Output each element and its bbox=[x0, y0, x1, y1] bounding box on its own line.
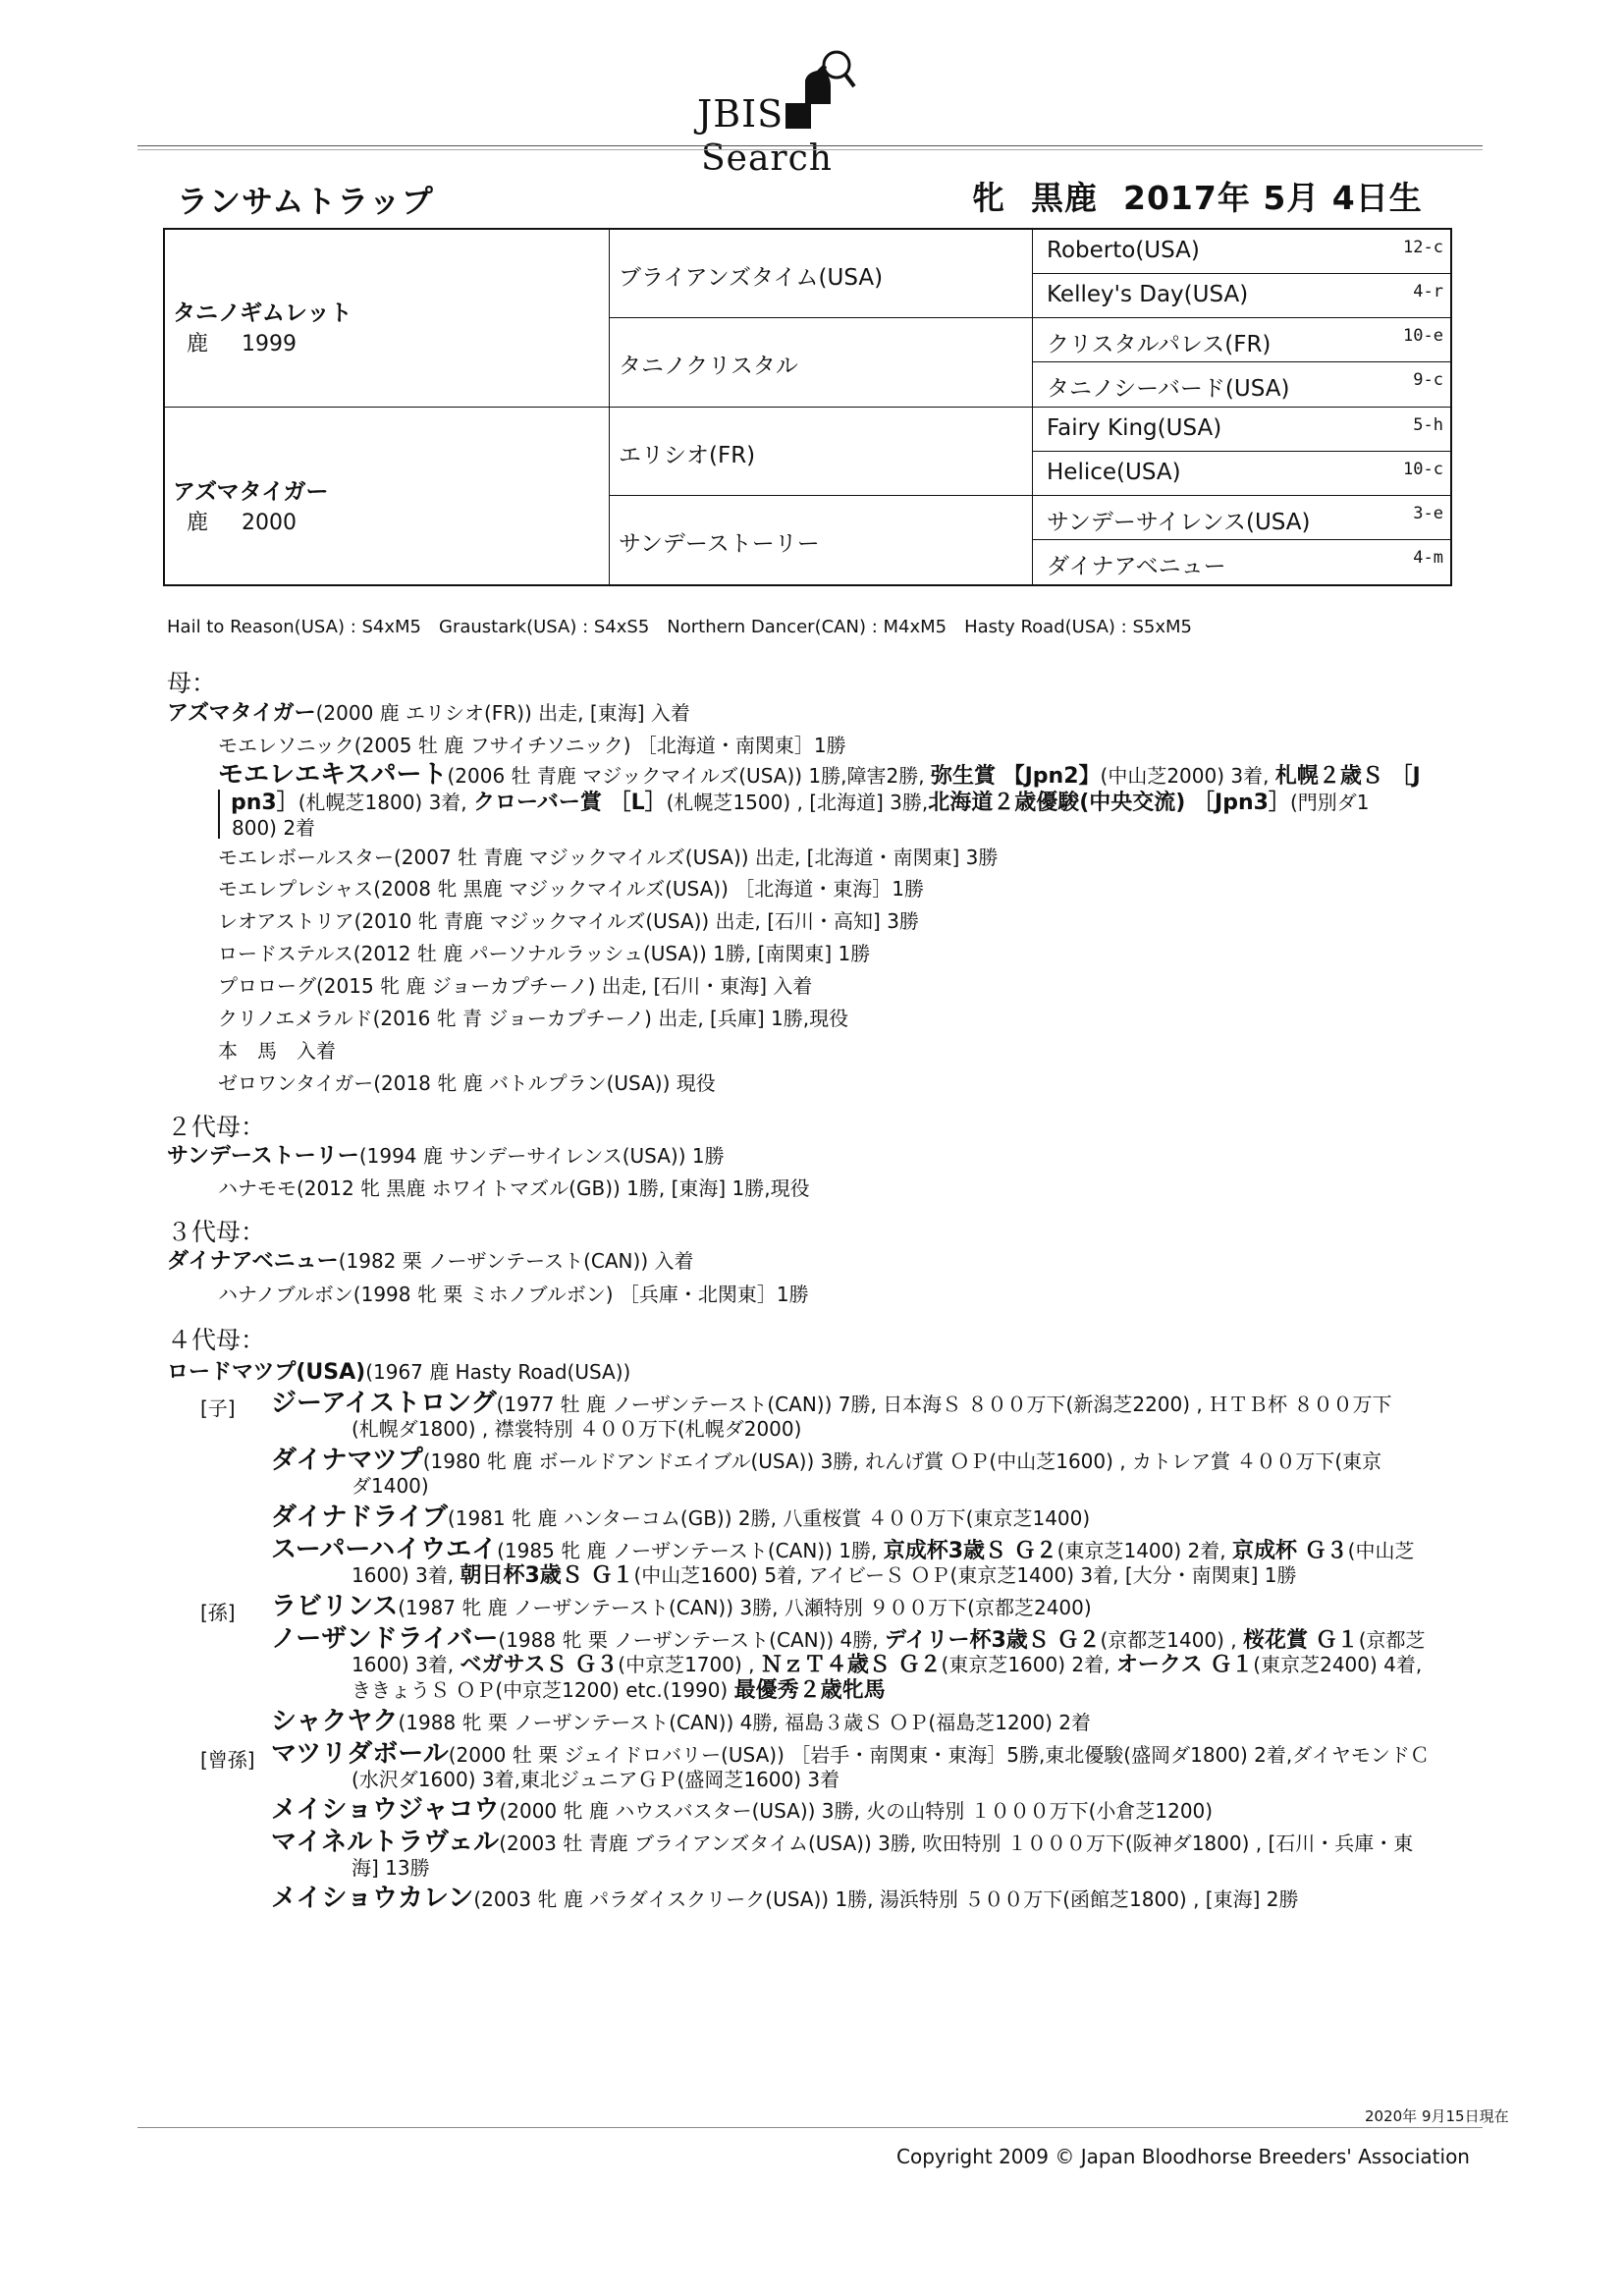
list-item-continued: ダ1400) bbox=[352, 1474, 429, 1498]
list-item: モエレエキスパート(2006 牡 青鹿 マジックマイルズ(USA)) 1勝,障害2勝, 弥生賞 【Jpn2】(中山芝2000) 3着, 札幌２歳Ｓ ［J bbox=[218, 760, 1421, 790]
sire-year: 1999 bbox=[242, 332, 298, 356]
label-great-grandchild: [曾孫] bbox=[200, 1748, 255, 1772]
horse-name: ランサムトラップ bbox=[177, 183, 434, 220]
logo-black-square bbox=[785, 103, 811, 129]
list-item: ノーザンドライバー(1988 牝 栗 ノーザンテースト(CAN)) 4勝, デイリー杯3歳Ｓ Ｇ２(京都芝1400) , 桜花賞 Ｇ１(京都芝 bbox=[271, 1624, 1426, 1654]
great-grandparent: ダイナアベニュー 4-m bbox=[1047, 548, 1443, 579]
list-item: ラビリンス(1987 牝 鹿 ノーザンテースト(CAN)) 3勝, 八瀬特別 ９００万下(京都芝2400) bbox=[271, 1592, 1092, 1621]
list-item: モエレプレシャス(2008 牝 黒鹿 マジックマイルズ(USA)) ［北海道・東海］1勝 bbox=[218, 877, 924, 901]
connector-bar bbox=[218, 790, 223, 839]
dam-cell bbox=[173, 473, 328, 536]
dam-name: アズマタイガー bbox=[173, 479, 329, 505]
dam-section-title: 母： bbox=[167, 669, 217, 697]
list-item: プロローグ(2015 牝 鹿 ジョーカプチーノ) 出走, [石川・東海] 入着 bbox=[218, 974, 813, 998]
list-item: ハナモモ(2012 牝 黒鹿 ホワイトマズル(GB)) 1勝, [東海] 1勝,現役 bbox=[218, 1176, 810, 1200]
g3-head-line: ダイナアベニュー(1982 栗 ノーザンテースト(CAN)) 入着 bbox=[167, 1249, 694, 1274]
copyright: Copyright 2009 © Japan Bloodhorse Breeders' Association bbox=[896, 2145, 1470, 2168]
list-item-continued: 800) 2着 bbox=[232, 816, 316, 840]
header-rule bbox=[137, 145, 1483, 146]
list-item: メイショウジャコウ(2000 牝 鹿 ハウスバスター(USA)) 3勝, 火の山特別 １０００万下(小倉芝1200) bbox=[271, 1795, 1214, 1825]
logo-search: Search bbox=[701, 138, 833, 179]
list-item: ジーアイストロング(1977 牡 鹿 ノーザンテースト(CAN)) 7勝, 日本海Ｓ ８００万下(新潟芝2200) , ＨＴＢ杯 ８００万下 bbox=[271, 1389, 1392, 1418]
list-item: マイネルトラヴェル(2003 牡 青鹿 ブライアンズタイム(USA)) 3勝, 吹田特別 １０００万下(阪神ダ1800) , [石川・兵庫・東 bbox=[271, 1828, 1414, 1857]
list-item: モエレボールスター(2007 牡 青鹿 マジックマイルズ(USA)) 出走, [北海道・南関東] 3勝 bbox=[218, 846, 999, 869]
list-item: ダイナマツプ(1980 牝 鹿 ボールドアンドエイブル(USA)) 3勝, れんげ賞 ＯＰ(中山芝1600) , カトレア賞 ４００万下(東京 bbox=[271, 1446, 1382, 1475]
dam-year: 2000 bbox=[242, 511, 298, 535]
great-grandparent: Fairy King(USA) 5-h bbox=[1047, 415, 1443, 441]
g4-head-line: ロードマツプ(USA)(1967 鹿 Hasty Road(USA)) bbox=[167, 1360, 631, 1385]
list-item: クリノエメラルド(2016 牝 青 ジョーカプチーノ) 出走, [兵庫] 1勝,現役 bbox=[218, 1007, 849, 1030]
list-item: ダイナドライブ(1981 牝 鹿 ハンターコム(GB)) 2勝, 八重桜賞 ４００万下(東京芝1400) bbox=[271, 1503, 1091, 1532]
horse-info bbox=[972, 173, 1423, 219]
list-item-continued: 海] 13勝 bbox=[352, 1856, 430, 1880]
list-item: スーパーハイウエイ(1985 牝 鹿 ノーザンテースト(CAN)) 1勝, 京成杯3歳Ｓ Ｇ２(東京芝1400) 2着, 京成杯 Ｇ３(中山芝 bbox=[271, 1535, 1415, 1564]
sire-name: タニノギムレット bbox=[173, 301, 352, 326]
sire-color: 鹿 bbox=[187, 332, 209, 356]
great-grandparent: サンデーサイレンス(USA) 3-e bbox=[1047, 504, 1443, 535]
g3-section-title: ３代母： bbox=[167, 1218, 266, 1246]
list-item-continued: 1600) 3着, 朝日杯3歳Ｓ Ｇ１(中山芝1600) 5着, アイビーＳ ＯＰ(東京芝1400) 3着, [大分・南関東] 1勝 bbox=[352, 1563, 1297, 1588]
logo-jbis: JBIS bbox=[697, 92, 785, 136]
list-item-continued: (水沢ダ1600) 3着,東北ジュニアＧＰ(盛岡芝1600) 3着 bbox=[352, 1768, 840, 1791]
grandparent: サンデーストーリー bbox=[619, 531, 820, 557]
jbis-search-logo bbox=[697, 47, 943, 179]
as-of-date: 2020年 9月15日現在 bbox=[1365, 2107, 1509, 2125]
g4-section-title: ４代母： bbox=[167, 1326, 266, 1354]
horse-birth: 2017年 5月 4日生 bbox=[1123, 179, 1423, 217]
horse-sex: 牝 bbox=[972, 179, 1005, 217]
grandparent: ブライアンズタイム(USA) bbox=[619, 265, 884, 291]
footer-rule bbox=[137, 2127, 1483, 2128]
great-grandparent: Roberto(USA) 12-c bbox=[1047, 238, 1443, 263]
dam-head-line: アズマタイガー(2000 鹿 エリシオ(FR)) 出走, [東海] 入着 bbox=[167, 701, 690, 726]
list-item-continued: (札幌ダ1800) , 襟裳特別 ４００万下(札幌ダ2000) bbox=[352, 1417, 802, 1441]
list-item-continued: ききょうＳ ＯＰ(中京芝1200) etc.(1990) 最優秀２歳牝馬 bbox=[352, 1678, 886, 1703]
label-grandchild: [孫] bbox=[200, 1601, 236, 1624]
list-item-continued: pn3］(札幌芝1800) 3着, クローバー賞 ［L］(札幌芝1500) , [北海道] 3勝,北海道２歳優駿(中央交流) ［Jpn3］(門別ダ1 bbox=[218, 790, 1369, 839]
logo-text bbox=[697, 92, 943, 179]
list-item: メイショウカレン(2003 牝 鹿 パラダイスクリーク(USA)) 1勝, 湯浜特別 ５００万下(函館芝1800) , [東海] 2勝 bbox=[271, 1884, 1299, 1913]
header-rule-secondary bbox=[137, 149, 1483, 150]
grandparent: タニノクリスタル bbox=[619, 354, 798, 379]
g2-head-line: サンデーストーリー(1994 鹿 サンデーサイレンス(USA)) 1勝 bbox=[167, 1144, 725, 1169]
pedigree-table bbox=[163, 228, 1452, 586]
list-item: マツリダボール(2000 牡 栗 ジェイドロバリー(USA)) ［岩手・南関東・東海］5勝,東北優駿(盛岡ダ1800) 2着,ダイヤモンドＣ bbox=[271, 1739, 1430, 1769]
g2-section-title: ２代母： bbox=[167, 1113, 266, 1141]
list-item: ロードステルス(2012 牡 鹿 パーソナルラッシュ(USA)) 1勝, [南関東] 1勝 bbox=[218, 942, 871, 965]
inbreeding-line: Hail to Reason(USA) : S4xM5 Graustark(USA) : S4xS5 Northern Dancer(CAN) : M4xM5 Hasty Road(USA) : S5xM5 bbox=[167, 617, 1192, 637]
list-item: 本 馬 入着 bbox=[218, 1039, 336, 1063]
great-grandparent: タニノシーバード(USA) 9-c bbox=[1047, 370, 1443, 402]
grandparent: エリシオ(FR) bbox=[619, 443, 756, 468]
label-child: [子] bbox=[200, 1396, 236, 1420]
list-item: モエレソニック(2005 牡 鹿 フサイチソニック) ［北海道・南関東］1勝 bbox=[218, 734, 846, 757]
list-item: シャクヤク(1988 牝 栗 ノーザンテースト(CAN)) 4勝, 福島３歳Ｓ ＯＰ(福島芝1200) 2着 bbox=[271, 1707, 1092, 1736]
great-grandparent: Helice(USA) 10-c bbox=[1047, 460, 1443, 485]
list-item: ハナノブルボン(1998 牝 栗 ミホノブルボン) ［兵庫・北関東］1勝 bbox=[218, 1283, 809, 1306]
list-item-continued: 1600) 3着, ベガサスＳ Ｇ３(中京芝1700) , ＮｚＴ４歳Ｓ Ｇ２(東京芝1600) 2着, オークス Ｇ１(東京芝2400) 4着, bbox=[352, 1653, 1423, 1677]
list-item: レオアストリア(2010 牝 青鹿 マジックマイルズ(USA)) 出走, [石川・高知] 3勝 bbox=[218, 909, 919, 933]
horse-color: 黒鹿 bbox=[1031, 179, 1098, 217]
sire-cell bbox=[173, 295, 352, 357]
great-grandparent: Kelley's Day(USA) 4-r bbox=[1047, 282, 1443, 307]
dam-color: 鹿 bbox=[187, 511, 209, 535]
great-grandparent: クリスタルパレス(FR) 10-e bbox=[1047, 326, 1443, 357]
list-item: ゼロワンタイガー(2018 牝 鹿 バトルプラン(USA)) 現役 bbox=[218, 1071, 716, 1095]
